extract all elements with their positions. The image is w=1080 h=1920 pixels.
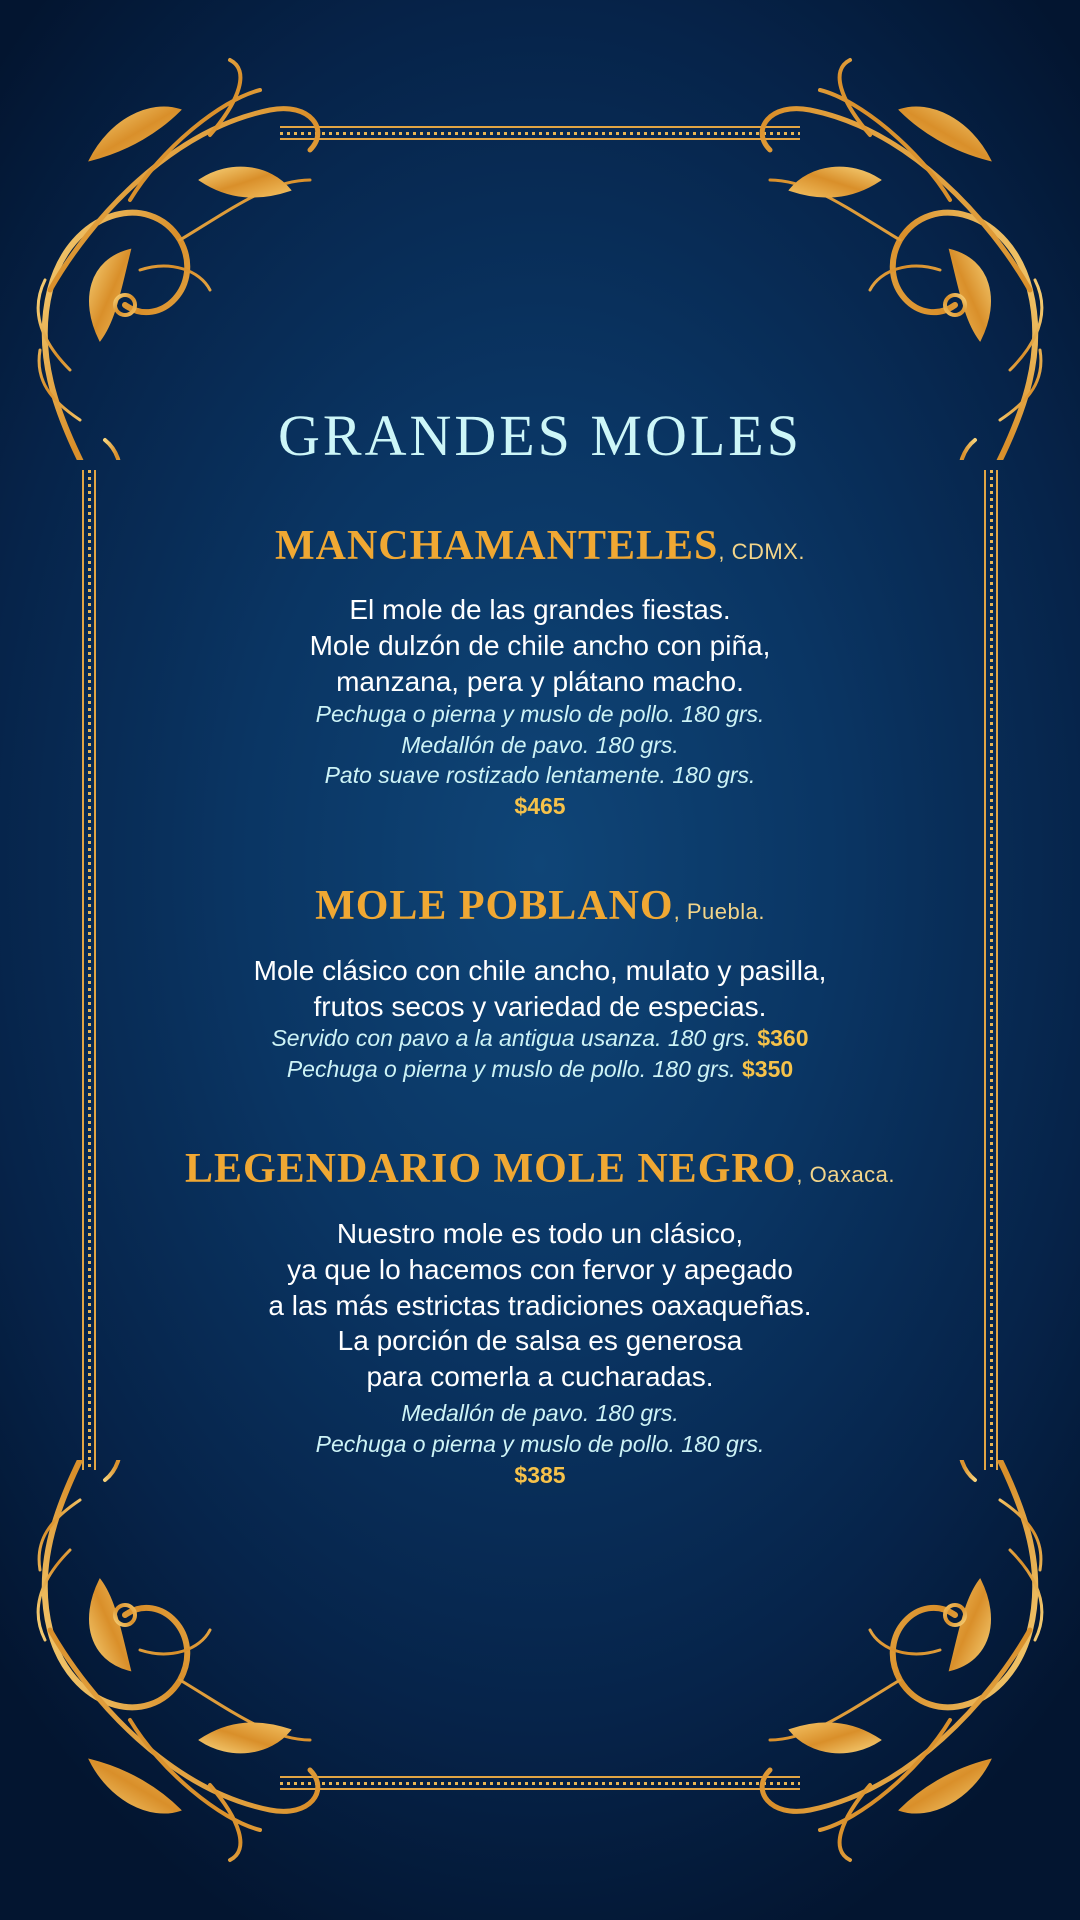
dish-description: La porción de salsa es generosa xyxy=(337,1325,743,1356)
dish-price: $465 xyxy=(514,793,566,819)
dish-option: Pechuga o pierna y muslo de pollo. 180 grs. xyxy=(315,1431,765,1457)
frame-border-top xyxy=(280,126,800,140)
dish-description: Mole dulzón de chile ancho con piña, xyxy=(309,630,771,661)
page-title: GRANDES MOLES xyxy=(278,403,802,468)
dish-description: El mole de las grandes fiestas. xyxy=(349,594,731,625)
dish-option: Pechuga o pierna y muslo de pollo. 180 grs. xyxy=(315,701,765,727)
dish-description: a las más estrictas tradiciones oaxaqueñas. xyxy=(268,1290,812,1321)
dish-option: Medallón de pavo. 180 grs. xyxy=(401,1400,679,1426)
dish-option: Medallón de pavo. 180 grs. xyxy=(401,732,679,758)
ornament-corner-bottom-left-icon xyxy=(10,1460,330,1880)
option-text: Servido con pavo a la antigua usanza. 180 grs. xyxy=(271,1025,758,1051)
dish-title-manchamanteles xyxy=(0,522,1080,570)
dish-description: para comerla a cucharadas. xyxy=(366,1361,714,1392)
dish-name: MOLE POBLANO xyxy=(315,883,674,929)
dish-option xyxy=(0,1025,1080,1052)
ornament-corner-top-left-icon xyxy=(10,40,330,460)
dish-location: , Puebla. xyxy=(673,899,765,924)
dish-option xyxy=(0,1056,1080,1083)
dish-location: , CDMX. xyxy=(718,539,805,564)
option-text: Pechuga o pierna y muslo de pollo. 180 grs. xyxy=(286,1056,742,1082)
dish-name: MANCHAMANTELES xyxy=(275,523,719,569)
dish-location: , Oaxaca. xyxy=(796,1162,896,1187)
dish-price: $350 xyxy=(742,1056,794,1082)
dish-price: $360 xyxy=(757,1025,809,1051)
dish-name: LEGENDARIO MOLE NEGRO xyxy=(184,1146,797,1192)
dish-description: frutos secos y variedad de especias. xyxy=(313,991,767,1022)
dish-description: manzana, pera y plátano macho. xyxy=(336,666,744,697)
frame-border-bottom xyxy=(280,1776,800,1790)
dish-description: ya que lo hacemos con fervor y apegado xyxy=(287,1254,793,1285)
dish-title-mole-poblano xyxy=(0,882,1080,930)
dish-description: Mole clásico con chile ancho, mulato y pasilla, xyxy=(253,955,827,986)
dish-option: Pato suave rostizado lentamente. 180 grs. xyxy=(324,762,756,788)
ornament-corner-bottom-right-icon xyxy=(750,1460,1070,1880)
ornament-corner-top-right-icon xyxy=(750,40,1070,460)
dish-title-mole-negro xyxy=(0,1145,1080,1193)
dish-description: Nuestro mole es todo un clásico, xyxy=(336,1218,744,1249)
dish-price: $385 xyxy=(514,1462,566,1488)
